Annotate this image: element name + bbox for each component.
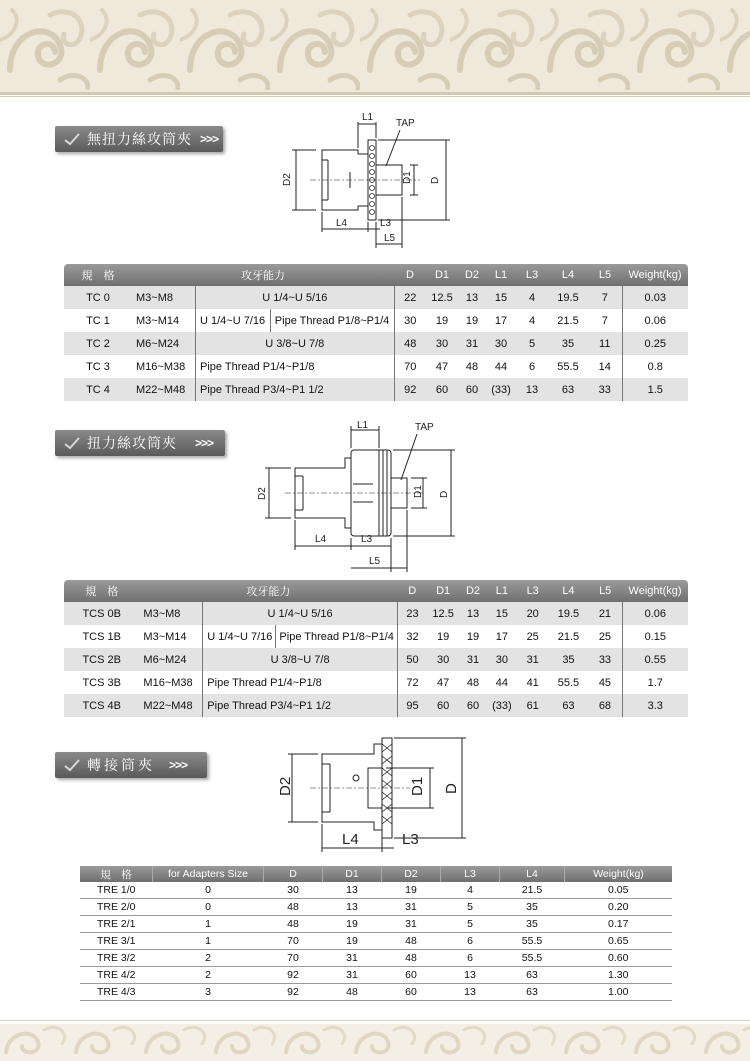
header-d1: D1: [427, 580, 459, 602]
cell-weight: 0.25: [622, 332, 688, 355]
table-header-row: [80, 866, 672, 882]
cell-l4: 21.5: [557, 630, 580, 643]
cell-l4: 21.5: [500, 882, 565, 899]
cell-d: 48: [394, 332, 426, 355]
label-l1: L1: [362, 112, 374, 123]
cell-d2: 31: [458, 332, 486, 355]
cell-weight: 0.60: [565, 950, 673, 967]
cell-d: 30: [394, 309, 426, 332]
header-l5: L5: [588, 580, 622, 602]
cell-l1: 17: [494, 314, 508, 327]
cell-model: TC 1: [86, 314, 110, 327]
label-d: D: [439, 490, 450, 498]
table-row: [80, 899, 672, 916]
cell-adapter-size: 1: [153, 916, 264, 933]
cell-l3: 13: [441, 984, 500, 1001]
label-d1: D1: [409, 776, 426, 796]
cell-adapter-size: 0: [153, 899, 264, 916]
cell-d1: 12.5: [427, 602, 459, 625]
table-row: [64, 378, 688, 401]
cell-range: M16~M38: [136, 360, 186, 373]
cell-l4: 63: [500, 984, 565, 1001]
cell-l5: 33: [588, 648, 622, 671]
cell-d: 92: [264, 967, 323, 984]
table-row: [80, 916, 672, 933]
cell-l5: 33: [588, 378, 622, 401]
header-d: D: [394, 264, 426, 286]
cell-capacity: Pipe Thread P1/4~P1/8: [196, 355, 395, 378]
cell-model: TRE 4/2: [80, 967, 153, 984]
cell-l3: 61: [517, 694, 549, 717]
table-row: [80, 882, 672, 899]
cell-l4: 35: [548, 332, 588, 355]
header-spec: 規 格: [64, 264, 132, 286]
header-l1: L1: [487, 580, 517, 602]
cell-d1: 47: [437, 676, 450, 689]
cell-d1: 19: [323, 933, 382, 950]
label-l3: L3: [361, 534, 373, 545]
cell-l3: 4: [441, 882, 500, 899]
table-row: [64, 602, 688, 625]
label-tap: TAP: [415, 422, 434, 433]
cell-weight: 0.05: [565, 882, 673, 899]
cell-d: 30: [264, 882, 323, 899]
cell-d1: 19: [323, 916, 382, 933]
cell-d: 95: [397, 694, 427, 717]
cell-d: 48: [264, 899, 323, 916]
section-title-torque-free: [55, 126, 223, 152]
header-weight: Weight(kg): [565, 866, 673, 882]
header-l3: L3: [517, 580, 549, 602]
cell-d2: 48: [465, 360, 479, 373]
header-l4: L4: [549, 580, 589, 602]
cell-l3: 6: [528, 360, 536, 373]
section-title-adapter: [55, 752, 207, 778]
label-d: D: [443, 783, 460, 794]
cell-l4: 35: [500, 916, 565, 933]
header-d: D: [264, 866, 323, 882]
cell-d2: 60: [382, 984, 441, 1001]
cell-d: 48: [264, 916, 323, 933]
header-d1: D1: [426, 264, 458, 286]
label-l4: L4: [342, 831, 359, 848]
cell-d1: 13: [323, 899, 382, 916]
header-d: D: [397, 580, 427, 602]
cell-l3: 13: [441, 967, 500, 984]
header-capacity: 攻牙能力: [139, 580, 397, 602]
cell-l3: 31: [517, 648, 549, 671]
cell-capacity-2: Pipe Thread P1/8~P1/4: [270, 309, 394, 332]
cell-d2: 48: [382, 950, 441, 967]
cell-adapter-size: 2: [153, 950, 264, 967]
cell-capacity: U 1/4~U 5/16: [196, 286, 395, 309]
header-capacity: 攻牙能力: [132, 264, 394, 286]
cell-l4: 55.5: [500, 933, 565, 950]
cell-weight: 0.65: [565, 933, 673, 950]
table-tre-series: [80, 866, 672, 1001]
diagram-adapter-collet: [270, 732, 475, 857]
cell-capacity: Pipe Thread P3/4~P1 1/2: [203, 694, 398, 717]
cell-d: 50: [397, 648, 427, 671]
cell-l5: 14: [598, 360, 611, 373]
cell-capacity-2: Pipe Thread P1/8~P1/4: [276, 625, 397, 648]
cell-d: 70: [394, 355, 426, 378]
cell-model: TC 0: [64, 286, 132, 309]
header-l3: L3: [516, 264, 548, 286]
cell-d1: 19: [435, 314, 449, 327]
cell-d2: 19: [382, 882, 441, 899]
cell-d1: 30: [427, 648, 459, 671]
cell-d1: 60: [426, 378, 458, 401]
cell-weight: 1.7: [622, 671, 688, 694]
cell-l3: 20: [517, 602, 549, 625]
cell-d2: 31: [459, 648, 487, 671]
cell-l4: 55.5: [557, 676, 580, 689]
cell-d: 32: [397, 625, 427, 648]
cell-d2: 60: [459, 694, 487, 717]
cell-capacity: U 1/4~U 7/16: [196, 309, 271, 332]
table-row: [80, 967, 672, 984]
cell-adapter-size: 0: [153, 882, 264, 899]
cell-l5: 25: [598, 630, 612, 643]
label-l4: L4: [336, 218, 348, 229]
cell-capacity: U 3/8~U 7/8: [203, 648, 398, 671]
cell-model: TRE 1/0: [80, 882, 153, 899]
cell-d: 22: [394, 286, 426, 309]
cell-range: M3~M8: [132, 286, 196, 309]
cell-d1: 47: [435, 360, 449, 373]
cell-model: TRE 2/0: [80, 899, 153, 916]
table-tcs-series: [64, 580, 688, 717]
cell-d2: 19: [466, 630, 480, 643]
table-row: [64, 648, 688, 671]
cell-l4: 21.5: [557, 314, 579, 327]
label-l3: L3: [380, 218, 392, 229]
table-row: [64, 671, 688, 694]
cell-l5: 11: [588, 332, 622, 355]
cell-l1: 17: [495, 630, 508, 643]
cell-d1: 12.5: [426, 286, 458, 309]
cell-l1: (33): [487, 694, 517, 717]
cell-d1: 30: [426, 332, 458, 355]
header-weight: Weight(kg): [622, 580, 688, 602]
cell-l1: 30: [486, 332, 516, 355]
cell-l1: 30: [487, 648, 517, 671]
table-row: [64, 694, 688, 717]
label-d: D: [430, 176, 441, 184]
table-row: [80, 984, 672, 1001]
arrows-icon: >>>: [195, 436, 214, 450]
header-d2: D2: [459, 580, 487, 602]
cell-model: TC 4: [64, 378, 132, 401]
cell-adapter-size: 1: [153, 933, 264, 950]
cell-l4: 19.5: [548, 286, 588, 309]
header-l5: L5: [588, 264, 622, 286]
label-d1: D1: [402, 171, 413, 184]
cell-l1: 44: [495, 676, 508, 689]
table-tc-series: [64, 264, 688, 401]
decorative-banner-top: [0, 0, 750, 100]
cell-d2: 60: [458, 378, 486, 401]
cell-d1: 31: [323, 967, 382, 984]
cell-weight: 1.30: [565, 967, 673, 984]
cell-capacity: U 1/4~U 7/16: [203, 625, 276, 648]
cell-d: 23: [397, 602, 427, 625]
header-l4: L4: [500, 866, 565, 882]
cell-weight: 0.17: [565, 916, 673, 933]
cell-model: TRE 2/1: [80, 916, 153, 933]
arrows-icon: >>>: [169, 758, 188, 772]
cell-range: M22~M48: [132, 378, 196, 401]
cell-l5: 7: [588, 286, 622, 309]
cell-d2: 31: [382, 899, 441, 916]
cell-d2: 48: [466, 676, 480, 689]
label-d1: D1: [413, 485, 424, 498]
table-header-row: [64, 580, 688, 602]
cell-l1: (33): [486, 378, 516, 401]
cell-weight: 0.20: [565, 899, 673, 916]
table-row: [64, 309, 688, 332]
label-d2: D2: [257, 487, 268, 500]
label-l1: L1: [357, 420, 369, 431]
cell-l3: 5: [441, 916, 500, 933]
cell-d2: 19: [465, 314, 479, 327]
cell-range: M6~M24: [132, 332, 196, 355]
cell-weight: 0.8: [622, 355, 688, 378]
checkmark-icon: [63, 132, 81, 146]
label-l5: L5: [384, 233, 396, 244]
cell-model: TRE 3/2: [80, 950, 153, 967]
cell-l3: 4: [516, 286, 548, 309]
cell-l3: 6: [441, 950, 500, 967]
cell-range: M3~M8: [139, 602, 202, 625]
cell-l4: 19.5: [549, 602, 589, 625]
cell-l5: 7: [601, 314, 608, 327]
header-d2: D2: [458, 264, 486, 286]
cell-l3: 6: [441, 933, 500, 950]
cell-range: M3~M14: [136, 314, 180, 327]
cell-d2: 31: [382, 916, 441, 933]
cell-l3: 13: [516, 378, 548, 401]
cell-d1: 48: [323, 984, 382, 1001]
header-adapter-size: for Adapters Size: [153, 866, 264, 882]
header-l1: L1: [486, 264, 516, 286]
cell-d2: 13: [458, 286, 486, 309]
cell-l1: 15: [486, 286, 516, 309]
cell-d1: 13: [323, 882, 382, 899]
cell-l5: 45: [598, 676, 612, 689]
cell-l4: 35: [500, 899, 565, 916]
table-row: [64, 332, 688, 355]
cell-model: TRE 3/1: [80, 933, 153, 950]
cell-range: M6~M24: [139, 648, 202, 671]
section-title-text: 轉接筒夾: [87, 757, 155, 773]
cell-model: TC 3: [86, 360, 110, 373]
header-spec: 規 格: [80, 866, 153, 882]
cell-l1: 15: [487, 602, 517, 625]
header-spec: 規 格: [64, 580, 139, 602]
table-row: [80, 933, 672, 950]
cell-d1: 31: [323, 950, 382, 967]
diagram-tapping-collet: [270, 110, 460, 250]
cell-model: TCS 1B: [82, 630, 121, 643]
cell-l3: 41: [526, 676, 539, 689]
section-title-text: 無扭力絲攻筒夾: [87, 131, 192, 147]
cell-adapter-size: 3: [153, 984, 264, 1001]
cell-weight: 1.00: [565, 984, 673, 1001]
decorative-banner-bottom: [0, 1020, 750, 1061]
cell-model: TCS 0B: [64, 602, 139, 625]
cell-model: TRE 4/3: [80, 984, 153, 1001]
cell-d2: 48: [382, 933, 441, 950]
header-l3: L3: [441, 866, 500, 882]
cell-capacity: Pipe Thread P3/4~P1 1/2: [196, 378, 395, 401]
cell-d1: 60: [427, 694, 459, 717]
cell-weight: 3.3: [622, 694, 688, 717]
cell-l4: 63: [548, 378, 588, 401]
cell-l3: 4: [528, 314, 536, 327]
cell-range: M16~M38: [143, 676, 193, 689]
cell-capacity: U 1/4~U 5/16: [203, 602, 398, 625]
cell-range: M22~M48: [139, 694, 202, 717]
cell-weight: 0.06: [622, 309, 688, 332]
section-title-text: 扭力絲攻筒夾: [87, 435, 177, 451]
cell-l5: 68: [588, 694, 622, 717]
cell-l4: 63: [549, 694, 589, 717]
header-l4: L4: [548, 264, 588, 286]
cell-model: TCS 2B: [64, 648, 139, 671]
table-row: [64, 355, 688, 378]
cell-d: 72: [397, 671, 427, 694]
label-l5: L5: [369, 556, 381, 567]
cell-l3: 25: [526, 630, 539, 643]
cell-weight: 0.03: [622, 286, 688, 309]
table-row: [64, 625, 688, 648]
diagram-torque-collet: [255, 418, 470, 574]
cell-range: M3~M14: [143, 630, 187, 643]
checkmark-icon: [63, 436, 81, 450]
cell-capacity: U 3/8~U 7/8: [196, 332, 395, 355]
label-d2: D2: [277, 776, 294, 796]
cell-model: TC 2: [64, 332, 132, 355]
table-row: [80, 950, 672, 967]
cell-d1: 19: [437, 630, 450, 643]
cell-d2: 60: [382, 967, 441, 984]
section-title-torque: [55, 430, 225, 456]
cell-l3: 5: [441, 899, 500, 916]
cell-d2: 13: [459, 602, 487, 625]
cell-d: 92: [394, 378, 426, 401]
cell-d: 92: [264, 984, 323, 1001]
cell-d: 70: [264, 933, 323, 950]
header-d1: D1: [323, 866, 382, 882]
cell-weight: 1.5: [622, 378, 688, 401]
header-weight: Weight(kg): [622, 264, 688, 286]
table-row: [64, 286, 688, 309]
table-header-row: [64, 264, 688, 286]
label-d2: D2: [282, 173, 293, 186]
arrows-icon: >>>: [200, 132, 219, 146]
cell-l3: 5: [516, 332, 548, 355]
cell-weight: 0.15: [622, 625, 688, 648]
cell-l4: 35: [549, 648, 589, 671]
checkmark-icon: [63, 758, 81, 772]
cell-weight: 0.55: [622, 648, 688, 671]
cell-model: TCS 4B: [64, 694, 139, 717]
cell-l4: 63: [500, 967, 565, 984]
cell-l1: 44: [494, 360, 508, 373]
cell-l4: 55.5: [500, 950, 565, 967]
cell-capacity: Pipe Thread P1/4~P1/8: [203, 671, 398, 694]
cell-l5: 21: [588, 602, 622, 625]
cell-model: TCS 3B: [82, 676, 121, 689]
header-d2: D2: [382, 866, 441, 882]
label-l3: L3: [402, 831, 419, 848]
cell-d: 70: [264, 950, 323, 967]
cell-weight: 0.06: [622, 602, 688, 625]
cell-adapter-size: 2: [153, 967, 264, 984]
label-tap: TAP: [396, 118, 415, 129]
label-l4: L4: [315, 534, 327, 545]
cell-l4: 55.5: [557, 360, 579, 373]
